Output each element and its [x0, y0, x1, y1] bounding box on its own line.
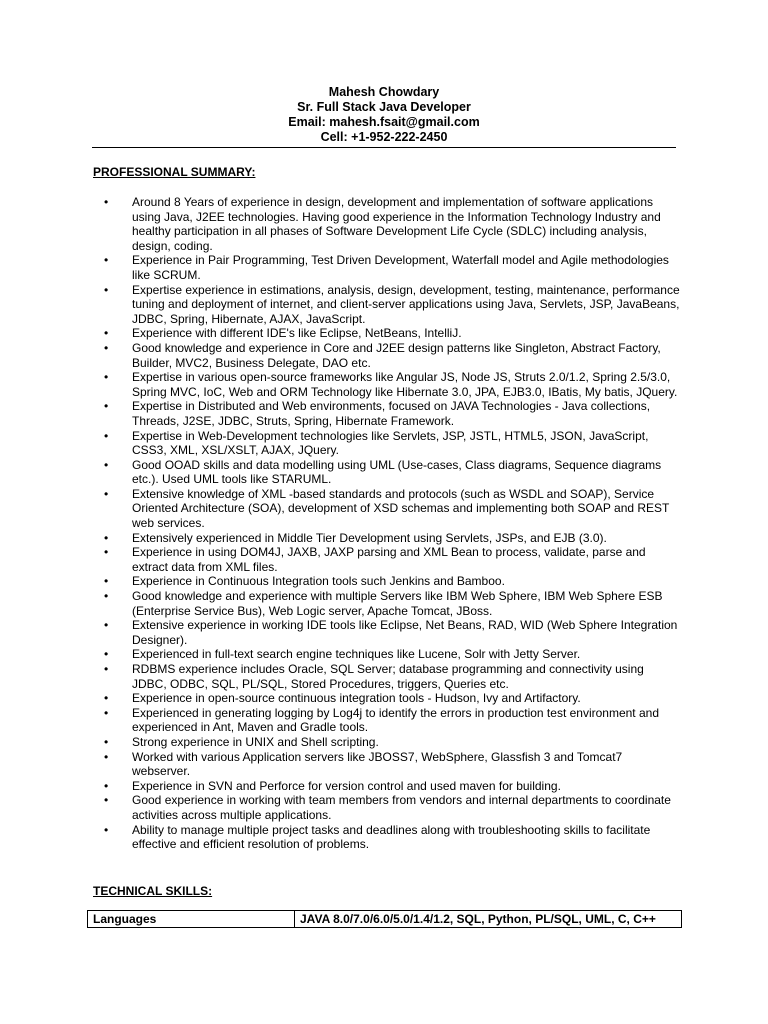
- summary-heading: PROFESSIONAL SUMMARY:: [93, 165, 256, 179]
- summary-item: • Experience in Pair Programming, Test Driven Development, Waterfall model and Agile methodologies like SCRUM.: [100, 253, 680, 282]
- skills-row: [88, 911, 682, 928]
- summary-item: • Good OOAD skills and data modelling using UML (Use-cases, Class diagrams, Sequence diagrams etc.). Used UML tools like STARUML.: [100, 458, 680, 487]
- summary-item: • Expertise in various open-source frameworks like Angular JS, Node JS, Struts 2.0/1.2, Spring 2.5/3.0, Spring MVC, IoC, Web and ORM Technology like Hibernate 3.0, JPA, EJB3.0, IBatis, My batis, JQuery.: [100, 370, 680, 399]
- summary-item: • Good experience in working with team members from vendors and internal departments to coordinate activities across multiple applications.: [100, 793, 680, 822]
- summary-item: • Strong experience in UNIX and Shell scripting.: [100, 735, 680, 750]
- summary-item: • Experience in Continuous Integration tools such Jenkins and Bamboo.: [100, 574, 680, 589]
- summary-item: • Experience with different IDE's like Eclipse, NetBeans, IntelliJ.: [100, 326, 680, 341]
- summary-item: • Expertise in Web-Development technologies like Servlets, JSP, JSTL, HTML5, JSON, JavaScript, CSS3, XML, XSL/XSLT, AJAX, JQuery.: [100, 429, 680, 458]
- summary-item: • Ability to manage multiple project tasks and deadlines along with troubleshooting skills to facilitate effective and efficient resolution of problems.: [100, 823, 680, 852]
- skills-table: [87, 910, 682, 928]
- summary-item: • Experienced in full-text search engine techniques like Lucene, Solr with Jetty Server.: [100, 647, 680, 662]
- skills-heading: TECHNICAL SKILLS:: [93, 884, 213, 898]
- candidate-cell: Cell: +1-952-222-2450: [320, 130, 448, 144]
- summary-item: • Good knowledge and experience with multiple Servers like IBM Web Sphere, IBM Web Sphere ESB (Enterprise Service Bus), Web Logic server, Apache Tomcat, JBoss.: [100, 589, 680, 618]
- summary-item: • Experience in using DOM4J, JAXB, JAXP parsing and XML Bean to process, validate, parse and extract data from XML files.: [100, 545, 680, 574]
- candidate-title: Sr. Full Stack Java Developer: [297, 100, 471, 114]
- skill-values: JAVA 8.0/7.0/6.0/5.0/1.4/1.2, SQL, Python, PL/SQL, UML, C, C++: [295, 911, 682, 928]
- summary-item: • Extensively experienced in Middle Tier Development using Servlets, JSPs, and EJB (3.0).: [100, 531, 680, 546]
- candidate-email: Email: mahesh.fsait@gmail.com: [288, 115, 480, 129]
- summary-item: • RDBMS experience includes Oracle, SQL Server; database programming and connectivity using JDBC, ODBC, SQL, PL/SQL, Stored Procedures, triggers, Queries etc.: [100, 662, 680, 691]
- summary-item: • Worked with various Application servers like JBOSS7, WebSphere, Glassfish 3 and Tomcat7 webserver.: [100, 750, 680, 779]
- candidate-name: Mahesh Chowdary: [328, 85, 440, 99]
- summary-item: • Expertise in Distributed and Web environments, focused on JAVA Technologies - Java collections, Threads, J2SE, JDBC, Struts, Spring, Hibernate Framework.: [100, 399, 680, 428]
- summary-item: • Experience in SVN and Perforce for version control and used maven for building.: [100, 779, 680, 794]
- summary-list: [100, 195, 680, 852]
- summary-item: • Good knowledge and experience in Core and J2EE design patterns like Singleton, Abstract Factory, Builder, MVC2, Business Delegate, DAO etc.: [100, 341, 680, 370]
- summary-item: • Extensive experience in working IDE tools like Eclipse, Net Beans, RAD, WID (Web Sphere Integration Designer).: [100, 618, 680, 647]
- summary-item: • Experience in open-source continuous integration tools - Hudson, Ivy and Artifactory.: [100, 691, 680, 706]
- summary-item: • Expertise experience in estimations, analysis, design, development, testing, maintenance, performance tuning and deployment of internet, and client-server applications using Java, Servlets, JSP, JavaBeans, JDBC, Spring, Hibernate, AJAX, JavaScript.: [100, 283, 680, 327]
- summary-item: • Around 8 Years of experience in design, development and implementation of software applications using Java, J2EE technologies. Having good experience in the Information Technology Industry and healthy participation in all phases of Software Development Life Cycle (SDLC) including analysis, design, coding.: [100, 195, 680, 253]
- summary-item: • Extensive knowledge of XML -based standards and protocols (such as WSDL and SOAP), Service Oriented Architecture (SOA), development of XSD schemas and implementing both SOAP and REST web services.: [100, 487, 680, 531]
- header-divider: [92, 147, 676, 148]
- skill-category: Languages: [88, 911, 295, 928]
- resume-header: [0, 85, 768, 145]
- summary-item: • Experienced in generating logging by Log4j to identify the errors in production test environment and experienced in Ant, Maven and Gradle tools.: [100, 706, 680, 735]
